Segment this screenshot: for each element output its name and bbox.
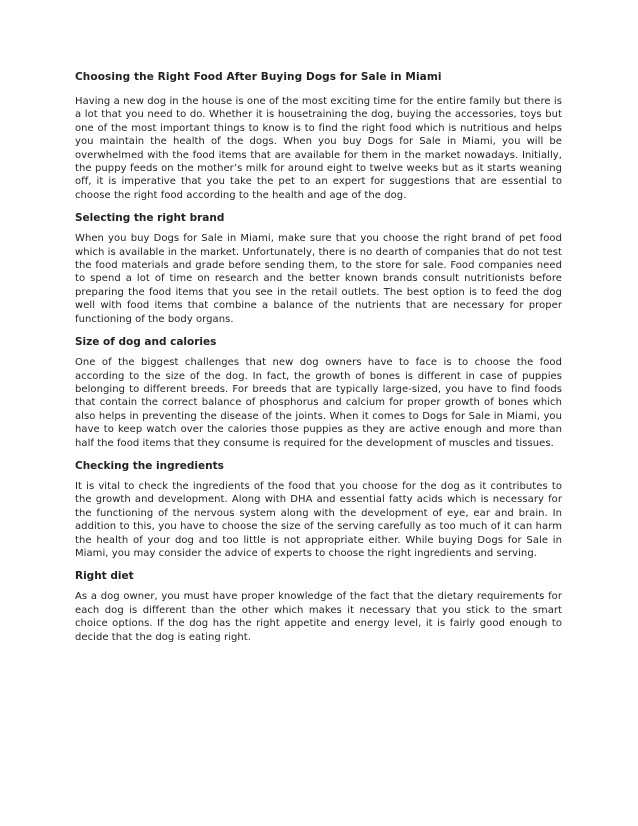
intro-paragraph: Having a new dog in the house is one of the most exciting time for the entire family but there is a lot that you need to do. Whether it is housetraining the dog, buying the accessories, toys but one of the most important things to know is to find the right food which is nutritious and helps you maintain the health of the dogs. When you buy Dogs for Sale in Miami, you will be overwhelmed with the food items that are available for them in the market nowadays. Initially, the puppy feeds on the mother’s milk for around eight to twelve weeks but as it starts weaning off, it is imperative that you take the pet to an expert for suggestions that are essential to choose the right food according to the health and age of the dog. <box>75 96 562 201</box>
section-heading-brand: Selecting the right brand <box>75 212 225 225</box>
section-body-size: One of the biggest challenges that new dog owners have to face is to choose the food according to the size of the dog. In fact, the growth of bones is different in case of puppies belonging to different breeds. For breeds that are typically large-sized, you have to find foods that contain the correct balance of phosphorus and calcium for proper growth of bones which also helps in preventing the disease of the joints. When it comes to Dogs for Sale in Miami, you have to keep watch over the calories those puppies as they are active enough and more than half the food items that they consume is required for the development of muscles and tissues. <box>75 357 562 449</box>
section-heading-ingredients: Checking the ingredients <box>75 459 224 472</box>
document-title: Choosing the Right Food After Buying Dogs for Sale in Miami <box>75 71 442 83</box>
section-body-ingredients: It is vital to check the ingredients of the food that you choose for the dog as it contributes to the growth and development. Along with DHA and essential fatty acids which is necessary for the functioning of the nervous system along with the development of eye, ear and brain. In addition to this, you have to choose the size of the serving carefully as too much of it can harm the health of your dog and too little is not appropriate either. While buying Dogs for Sale in Miami, you may consider the advice of experts to choose the right ingredients and serving. <box>75 480 562 559</box>
section-heading-size: Size of dog and calories <box>75 336 217 349</box>
section-body-brand: When you buy Dogs for Sale in Miami, make sure that you choose the right brand of pet food which is available in the market. Unfortunately, there is no dearth of companies that do not test the food materials and grade before sending them, to the store for sale. Food companies need to spend a lot of time on research and the better known brands consult nutritionists before preparing the food items that you see in the retail outlets. The best option is to feed the dog well with food items that combine a balance of the nutrients that are necessary for proper functioning of the body organs. <box>75 233 562 325</box>
section-heading-diet: Right diet <box>75 570 134 583</box>
section-body-diet: As a dog owner, you must have proper knowledge of the fact that the dietary requirements for each dog is different than the other which makes it necessary that you stick to the smart choice options. If the dog has the right appetite and energy level, it is fairly good enough to decide that the dog is eating right. <box>75 591 562 643</box>
document-page <box>75 70 562 653</box>
